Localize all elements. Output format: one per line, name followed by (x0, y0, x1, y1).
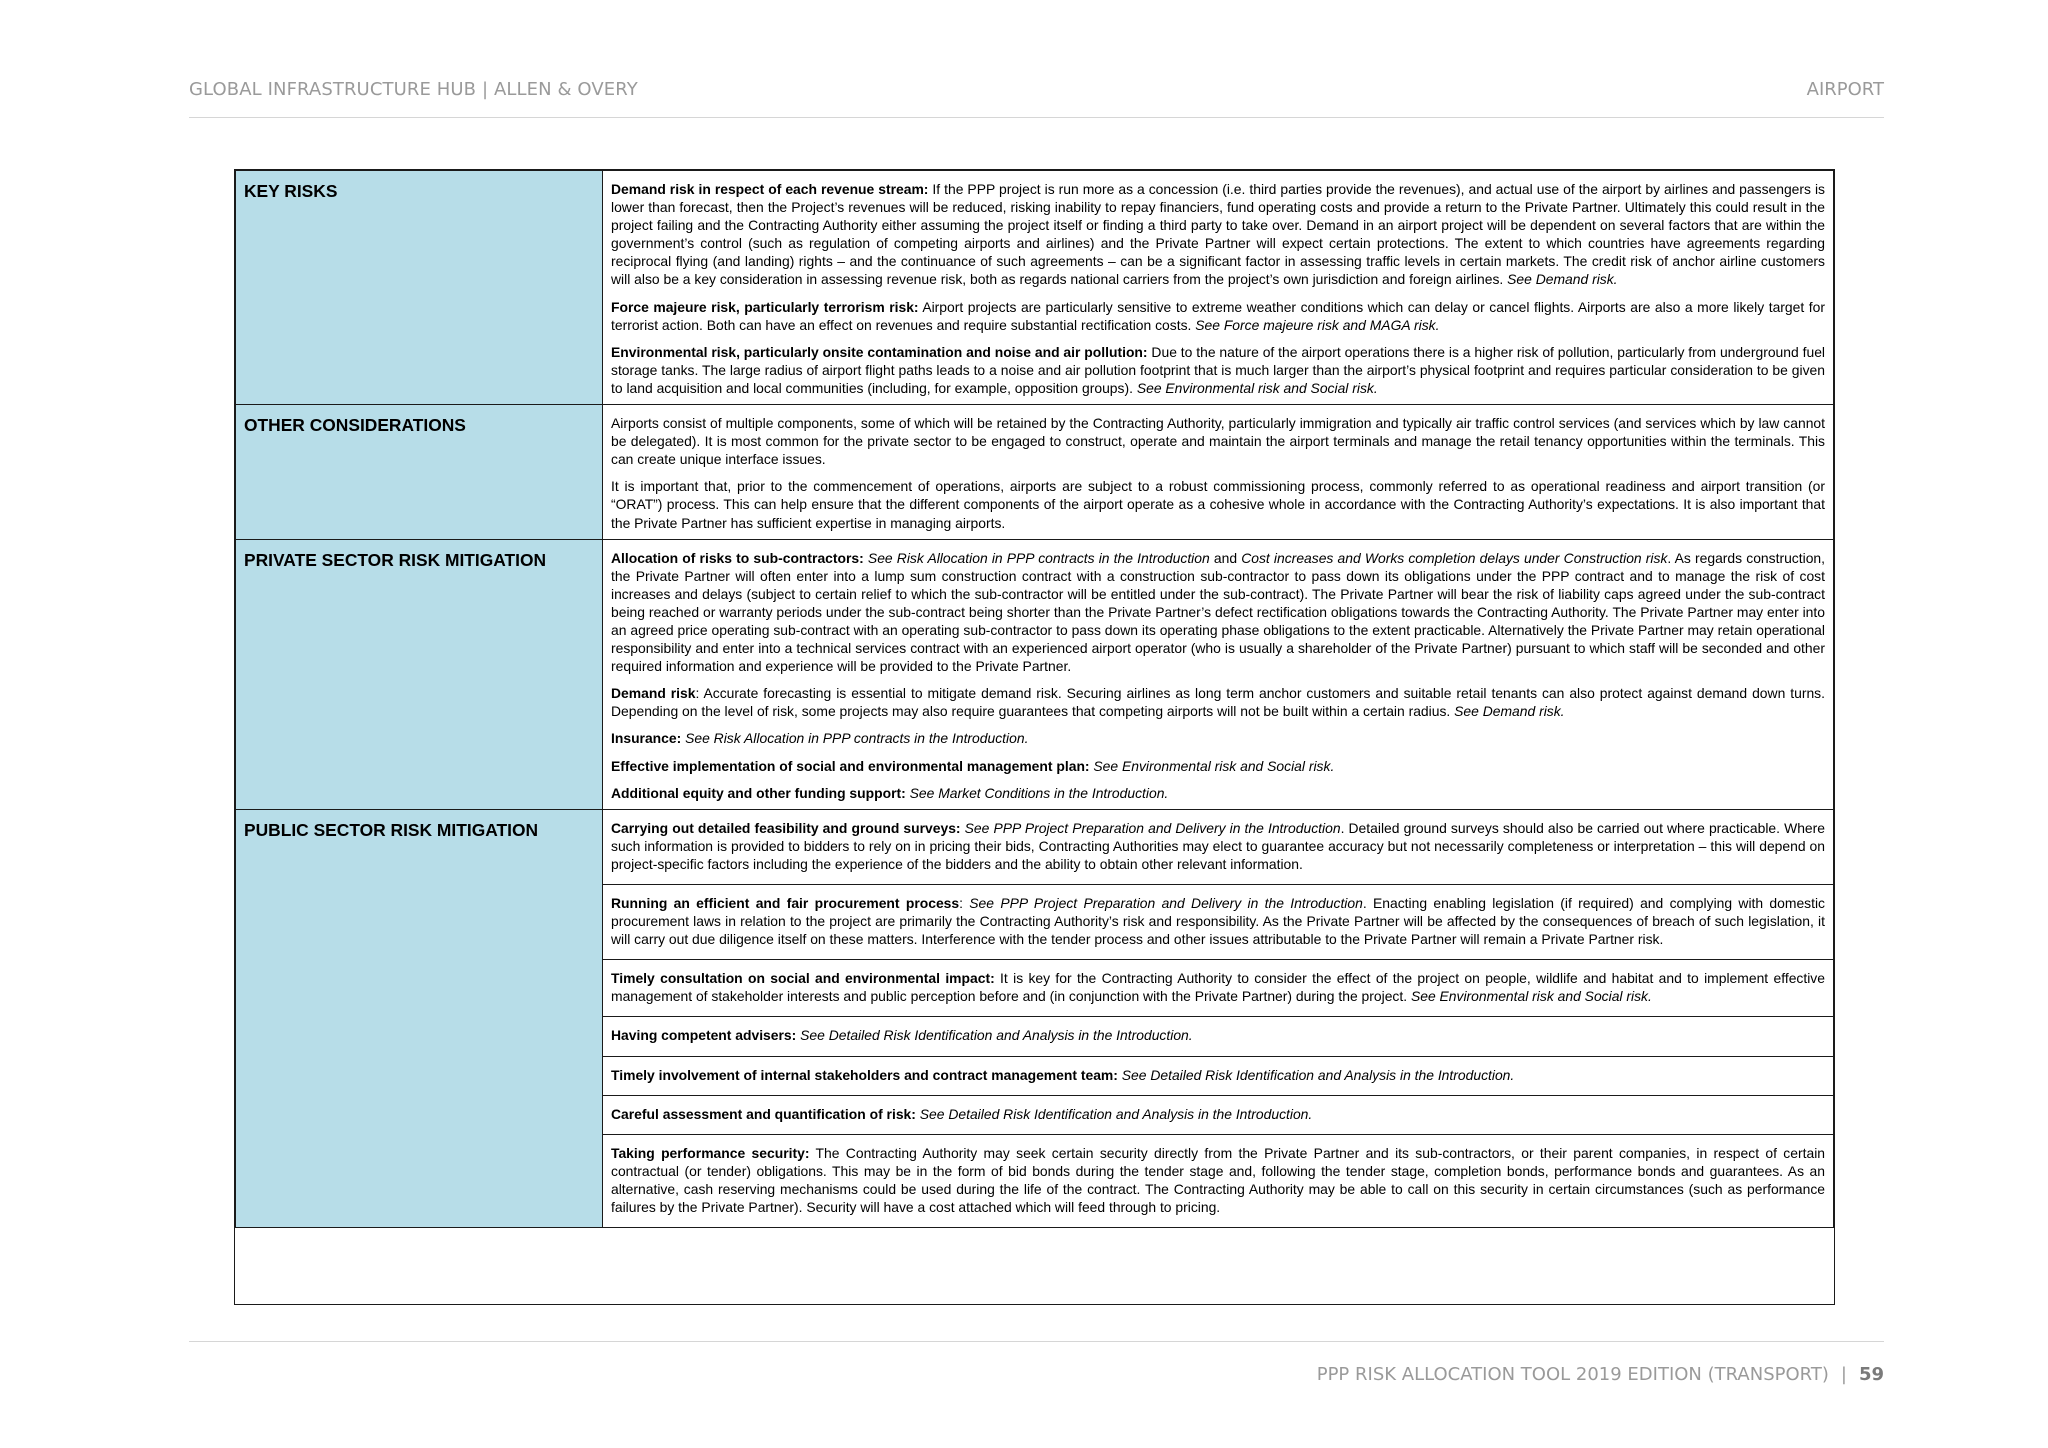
paragraph-heading: Insurance: (611, 730, 682, 747)
cross-reference: See Risk Allocation in PPP contracts in the Introduction (863, 549, 1210, 566)
paragraph-text: Airport projects are particularly sensitive to extreme weather conditions which can delay or cancel flights. Airports are also a more likely target for terrorist action. Both can have an effect on revenues and require substantial rectification costs. (611, 298, 1825, 333)
row-body-public-procurement (603, 885, 1834, 960)
row-label-public-mitigation: PUBLIC SECTOR RISK MITIGATION (236, 809, 603, 1227)
paragraph-heading: Carrying out detailed feasibility and ground surveys: (611, 819, 961, 836)
row-body-public-consultation (603, 960, 1834, 1017)
cross-reference: See Force majeure risk and MAGA risk. (1195, 316, 1440, 333)
paragraph-text: and (1209, 549, 1242, 566)
cross-reference: See Environmental risk and Social risk. (1136, 379, 1378, 396)
paragraph-text: Due to the nature of the airport operations there is a higher risk of pollution, particularly from underground fuel storage tanks. The large radius of airport flight paths leads to a noise and air pollution footprint that is much larger than the airport’s physical footprint and requires particular consideration to be given to land acquisition and local communities (including, for example, opposition groups). (611, 343, 1826, 396)
paragraph-heading: Demand risk (611, 685, 696, 702)
table-row-other-considerations (236, 405, 1834, 540)
table-row-public-mitigation (236, 809, 1834, 884)
row-body-public-stakeholders (603, 1056, 1834, 1095)
paragraph (611, 180, 1825, 289)
paragraph-text: : Accurate forecasting is essential to mitigate demand risk. Securing airlines as long term anchor customers and suitable retail tenants can also protect against demand down turns. Depending on the level of risk, some projects may also require guarantees that competing airports will not be built within a certain radius. (611, 685, 1825, 720)
paragraph-heading: Additional equity and other funding support: (611, 784, 906, 801)
paragraph-heading: Careful assessment and quantification of risk: (611, 1105, 916, 1122)
paragraph-heading: Running an efficient and fair procurement process (611, 895, 960, 911)
risk-table (234, 169, 1835, 1305)
paragraph (611, 298, 1825, 334)
row-body-key-risks (603, 171, 1834, 405)
paragraph-heading: Having competent advisers: (611, 1027, 797, 1044)
paragraph-text: . Detailed ground surveys should also be carried out where practicable. Where such information is provided to bidders to rely on in pricing their bids, Contracting Authorities may elect to guarantee accuracy but not necessarily completeness or interpretation – this will depend on project-specific factors including the experience of the bidders and the ability to obtain other relevant information. (611, 819, 1826, 872)
row-body-public-security (603, 1134, 1834, 1227)
paragraph (611, 1066, 1825, 1084)
cross-reference: See PPP Project Preparation and Delivery in the Introduction (960, 819, 1341, 836)
row-body-private-mitigation (603, 539, 1834, 809)
paragraph (611, 1144, 1825, 1216)
running-footer (189, 1341, 1884, 1385)
paragraph (611, 819, 1825, 873)
cross-reference: Cost increases and Works completion delays under Construction risk (1241, 549, 1668, 566)
paragraph-heading: Demand risk in respect of each revenue stream: (611, 181, 929, 197)
paragraph (611, 549, 1825, 676)
paragraph-heading: Effective implementation of social and environmental management plan: (611, 757, 1090, 774)
paragraph-heading: Environmental risk, particularly onsite contamination and noise and air pollution: (611, 343, 1148, 360)
cross-reference: See Market Conditions in the Introduction. (905, 784, 1169, 801)
table-row-private-mitigation (236, 539, 1834, 809)
paragraph (611, 1026, 1825, 1044)
paragraph (611, 757, 1825, 775)
cross-reference: See Detailed Risk Identification and Analysis in the Introduction. (1117, 1066, 1515, 1083)
cross-reference: See Risk Allocation in PPP contracts in the Introduction. (681, 730, 1029, 747)
cross-reference: See Environmental risk and Social risk. (1410, 988, 1652, 1005)
header-section: AIRPORT (1806, 79, 1884, 100)
row-label-key-risks: KEY RISKS (236, 171, 603, 405)
footer-line (1317, 1364, 1884, 1385)
paragraph-text: : (959, 895, 963, 911)
cross-reference: See Detailed Risk Identification and Analysis in the Introduction. (915, 1105, 1313, 1122)
row-label-other-considerations: OTHER CONSIDERATIONS (236, 405, 603, 540)
running-header (189, 78, 1884, 118)
paragraph-text: The Contracting Authority may seek certain security directly from the Private Partner and its sub-contractors, or their parent companies, in respect of certain contractual (or tender) obligations. This may be in the form of bid bonds during the tender stage and, following the tender stage, completion bonds, performance bonds and guarantees. As an alternative, cash reserving mechanisms could be used during the life of the contract. The Contracting Authority may be able to call on this security in certain circumstances (such as performance failures by the Private Partner). Security will have a cost attached which will feed through to pricing. (611, 1144, 1826, 1216)
cross-reference: See Environmental risk and Social risk. (1089, 757, 1335, 774)
row-body-other-considerations (603, 405, 1834, 540)
row-body-public-feasibility (603, 809, 1834, 884)
paragraph-heading: Taking performance security: (611, 1144, 810, 1161)
page-number: 59 (1858, 1364, 1884, 1385)
cross-reference: See Detailed Risk Identification and Analysis in the Introduction. (796, 1027, 1193, 1044)
paragraph: Airports consist of multiple components, some of which will be retained by the Contracting Authority, particularly immigration and typically air traffic control services (and services which by law cannot be delegated). It is most common for the private sector to be engaged to construct, operate and maintain the airport terminals and manage the retail tenancy opportunities within the terminals. This can create unique interface issues. (611, 415, 1825, 468)
header-publisher: GLOBAL INFRASTRUCTURE HUB | ALLEN & OVERY (189, 79, 638, 100)
footer-separator: | (1840, 1364, 1847, 1385)
paragraph (611, 343, 1825, 397)
paragraph-heading: Timely consultation on social and environmental impact: (611, 970, 995, 987)
paragraph-text: It is key for the Contracting Authority to consider the effect of the project on people, wildlife and habitat and to implement effective management of stakeholder interests and public perception before and (in conjunction with the Private Partner) during the project. (611, 970, 1825, 1005)
paragraph-heading: Allocation of risks to sub-contractors: (611, 549, 864, 566)
row-body-public-quantification (603, 1095, 1834, 1134)
footer-title: PPP RISK ALLOCATION TOOL 2019 EDITION (TRANSPORT) (1316, 1364, 1829, 1385)
paragraph-heading: Force majeure risk, particularly terrorism risk: (611, 298, 919, 315)
paragraph-text: If the PPP project is run more as a concession (i.e. third parties provide the revenues), and actual use of the airport by airlines and passengers is lower than forecast, then the Project’s revenues will be reduced, risking inability to repay financiers, fund operating costs and provide a return to the Private Partner. Ultimately this could result in the project failing and the Contracting Authority either assuming the project itself or finding a third party to take over. Demand in an airport project will be dependent on several factors that are within the government’s control (such as regulation of competing airports and airlines) and the Private Partner will expect certain protections. The extent to which countries have agreements regarding reciprocal flying (and landing) rights – and the continuance of such agreements – can be a significant factor in assessing traffic levels in certain markets. The credit risk of anchor airline customers will also be a key consideration in assessing revenue risk, both as regards national carriers from the project’s own jurisdiction and foreign airlines. (611, 181, 1826, 288)
row-body-public-advisers (603, 1017, 1834, 1056)
row-label-private-mitigation: PRIVATE SECTOR RISK MITIGATION (236, 539, 603, 809)
paragraph (611, 784, 1825, 802)
cross-reference: See Demand risk. (1454, 703, 1565, 720)
paragraph: It is important that, prior to the commencement of operations, airports are subject to a robust commissioning process, commonly referred to as operational readiness and airport transition (or “ORAT”) process. This can help ensure that the different components of the airport operate as a cohesive whole in accordance with the Contracting Authority’s expectations. It is also important that the Private Partner has sufficient expertise in managing airports. (611, 478, 1825, 531)
paragraph-text: . As regards construction, the Private Partner will often enter into a lump sum construction contract with a construction sub-contractor to pass down its obligations under the PPP contract and to manage the risk of cost increases and delays (subject to certain relief to which the sub-contractor will be entitled under the sub-contract). The Private Partner will bear the risk of liability caps agreed under the sub-contract being reached or warranty periods under the sub-contract being shorter than the Private Partner’s defect rectification obligations towards the Contracting Authority. The Private Partner may enter into an agreed price operating sub-contract with an operating sub-contractor to pass down its operating phase obligations to the extent practicable. Alternatively the Private Partner may retain operational responsibility and enter into a technical services contract with an experienced airport operator (who is usually a shareholder of the Private Partner) pursuant to which staff will be seconded and other required information and experience will be provided to the Private Partner. (611, 549, 1826, 675)
table-row-key-risks (236, 171, 1834, 405)
cross-reference: See PPP Project Preparation and Delivery in the Introduction (962, 895, 1363, 911)
paragraph-heading: Timely involvement of internal stakeholders and contract management team: (611, 1066, 1118, 1083)
paragraph (611, 969, 1825, 1005)
cross-reference: See Demand risk. (1507, 271, 1618, 288)
paragraph (611, 684, 1825, 720)
paragraph (611, 894, 1825, 948)
paragraph (611, 1105, 1825, 1123)
paragraph-text: . Enacting enabling legislation (if required) and complying with domestic procurement laws in relation to the project are primarily the Contracting Authority’s risk and responsibility. As the Private Partner will be affected by the consequences of breach of such legislation, it will carry out due diligence itself on these matters. Interference with the tender process and other issues attributable to the Private Partner will remain a Private Partner risk. (611, 895, 1826, 948)
paragraph (611, 729, 1825, 747)
